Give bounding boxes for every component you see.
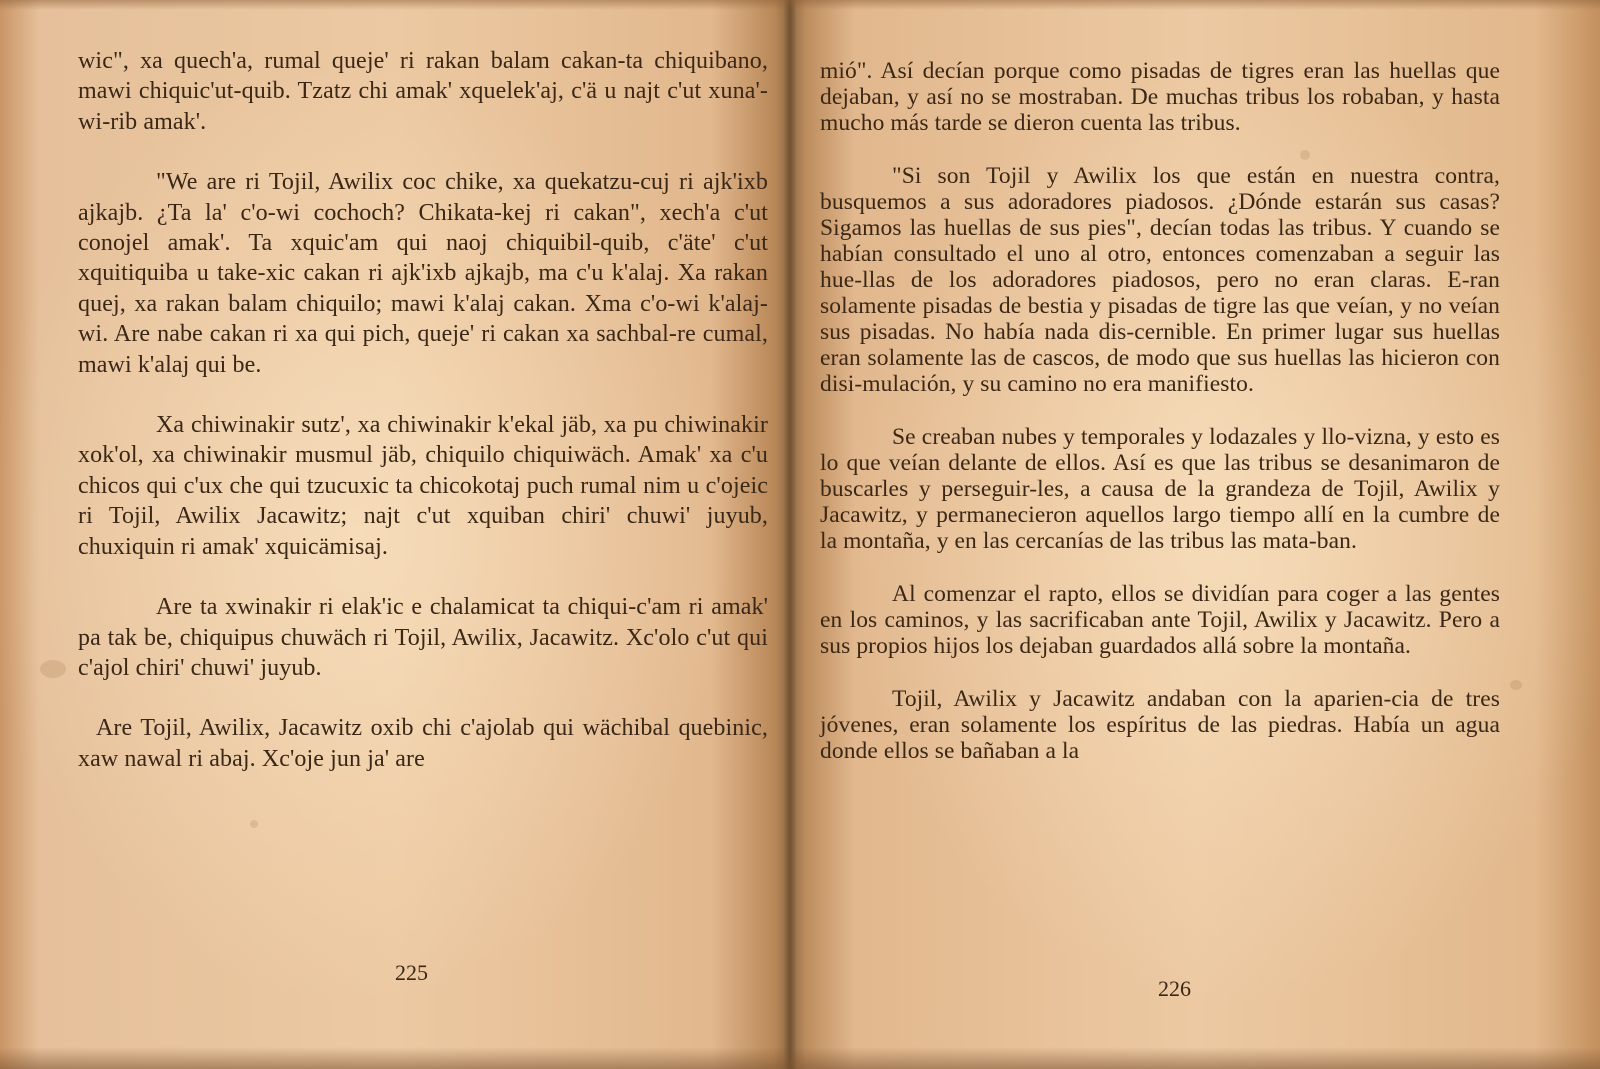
left-page — [0, 0, 790, 1069]
right-paragraph-2: "Si son Tojil y Awilix los que están en nuestra contra, busquemos a sus adoradores piadosos. ¿Dónde estarán sus casas? Sigamos las huellas de sus pies", decían todas las tribus. Y cuando se habían consultado el uno al otro, entonces comenzaban a seguir las hue-llas de los adoradores piadosos, pero no eran claras. E-ran solamente pisadas de bestia y pisadas de tigre las que veían, y no veían sus pisadas. No había nada dis-cernible. En primer lugar sus huellas eran solamente las de cascos, de modo que sus huellas las hicieron con disi-mulación, y su camino no era manifiesto. — [820, 163, 1500, 397]
paper-stain — [1510, 680, 1522, 690]
page-number-left: 225 — [395, 960, 428, 985]
right-paragraph-4: Al comenzar el rapto, ellos se dividían para coger a las gentes en los caminos, y las sacrificaban ante Tojil, Awilix y Jacawitz. Pero a sus propios hijos los dejaban guardados allá sobre la montaña. — [820, 581, 1500, 659]
left-paragraph-3: Xa chiwinakir sutz', xa chiwinakir k'ekal jäb, xa pu chiwinakir xok'ol, xa chiwinakir musmul jäb, chiquilo chiquiwäch. Amak' xa c'u chicos qui c'ux che qui tzucuxic ta chicokotaj puch rumal nim u c'ojeic ri Tojil, Awilix Jacawitz; najt c'ut xquiban chiri' chuwi' juyub, chuxiquin ri amak' xquicämisaj. — [78, 412, 768, 560]
left-paragraph-1: wic", xa quech'a, rumal queje' ri rakan balam cakan-ta chiquibano, mawi chiquic'ut-quib. Tzatz chi amak' xquelek'aj, c'ä u najt c'ut xuna'-wi-rib amak'. — [78, 48, 768, 135]
left-page-text — [78, 46, 768, 804]
paper-stain — [250, 820, 258, 828]
page-edge-top — [0, 0, 1600, 10]
right-paragraph-1: mió". Así decían porque como pisadas de tigres eran las huellas que dejaban, y así no se mostraban. De muchas tribus los robaban, y hasta mucho más tarde se dieron cuenta las tribus. — [820, 58, 1500, 136]
page-edge-bottom — [0, 1047, 1600, 1069]
right-page-text — [820, 58, 1500, 791]
left-paragraph-4: Are ta xwinakir ri elak'ic e chalamicat ta chiqui-c'am ri amak' pa tak be, chiquipus chuwäch ri Tojil, Awilix, Jacawitz. Xc'olo c'ut qui c'ajol chiri' chuwi' juyub. — [78, 594, 768, 681]
book-spine — [783, 0, 797, 1069]
right-paragraph-3: Se creaban nubes y temporales y lodazales y llo-vizna, y esto es lo que veían delante de ellos. Así es que las tribus se desanimaron de buscarles y perseguir-les, a causa de la grandeza de Tojil, Awilix y Jacawitz, y permanecieron aquellos largo tiempo allí en la cumbre de la montaña, y en las cercanías de las tribus las mata-ban. — [820, 424, 1500, 554]
right-page — [790, 0, 1600, 1069]
page-number-right: 226 — [1158, 976, 1191, 1001]
left-paragraph-2: "We are ri Tojil, Awilix coc chike, xa quekatzu-cuj ri ajk'ixb ajkajb. ¿Ta la' c'o-wi cochoch? Chikata-kej ri cakan", xech'a c'ut conojel amak'. Ta xquic'am qui naoj chiquibil-quib, c'äte' c'ut xquitiquiba u take-xic cakan ri ajk'ixb ajkajb, ma c'u k'alaj. Xa rakan quej, xa rakan balam chiquilo; mawi k'alaj cakan. Xma c'o-wi k'alaj-wi. Are nabe cakan ri xa qui pich, queje' ri cakan xa sachbal-re cumal, mawi k'alaj qui be. — [78, 169, 768, 378]
left-paragraph-5: Are Tojil, Awilix, Jacawitz oxib chi c'ajolab qui wächibal quebinic, xaw nawal ri abaj. Xc'oje jun ja' are — [78, 715, 768, 772]
right-paragraph-5: Tojil, Awilix y Jacawitz andaban con la aparien-cia de tres jóvenes, eran solamente los espíritus de las piedras. Había un agua donde ellos se bañaban a la — [820, 686, 1500, 764]
paper-stain — [40, 660, 66, 678]
